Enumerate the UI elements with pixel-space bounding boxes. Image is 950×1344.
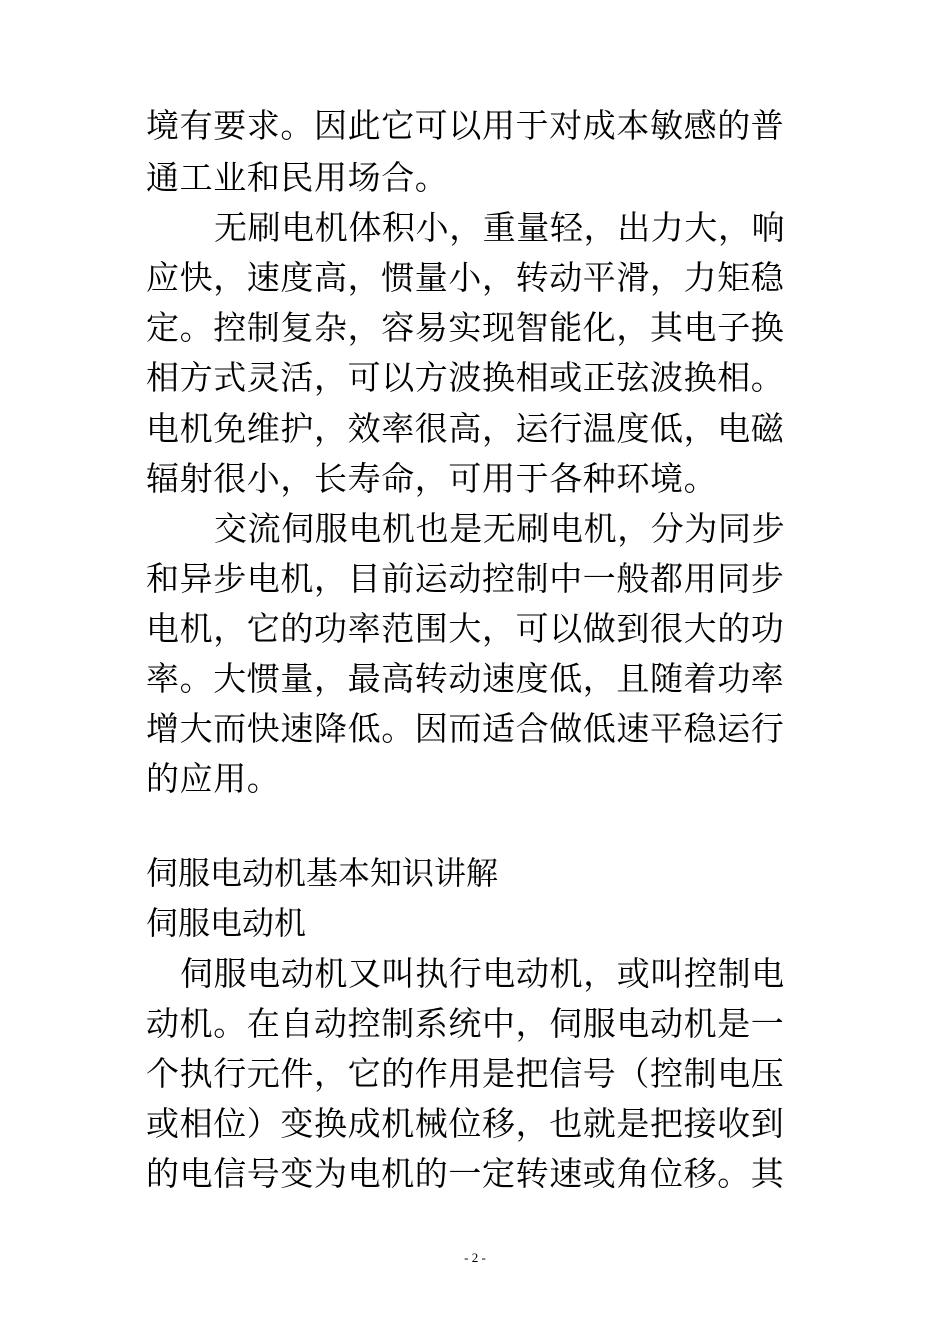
paragraph-4-line-1: 伺服电动机又叫执行电动机，或叫控制电 xyxy=(180,954,785,993)
paragraph-4-line-5: 的电信号变为电机的一定转速或角位移。其 xyxy=(146,1154,785,1193)
paragraph-3-line-2: 和异步电机，目前运动控制中一般都用同步 xyxy=(146,559,785,598)
paragraph-3-line-6: 的应用。 xyxy=(146,759,281,798)
paragraph-3-line-3: 电机，它的功率范围大，可以做到很大的功 xyxy=(146,609,785,648)
paragraph-2-line-1: 无刷电机体积小，重量轻，出力大，响 xyxy=(214,208,786,247)
paragraph-4-line-3: 个执行元件，它的作用是把信号（控制电压 xyxy=(146,1054,785,1093)
paragraph-2-line-6: 辐射很小，长寿命，可用于各种环境。 xyxy=(146,459,718,498)
paragraph-2-line-3: 定。控制复杂，容易实现智能化，其电子换 xyxy=(146,308,785,347)
paragraph-3-line-5: 增大而快速降低。因而适合做低速平稳运行 xyxy=(146,709,785,748)
paragraph-4-line-2: 动机。在自动控制系统中，伺服电动机是一 xyxy=(146,1004,785,1043)
paragraph-4-line-4: 或相位）变换成机械位移，也就是把接收到 xyxy=(146,1104,785,1143)
paragraph-3-line-1: 交流伺服电机也是无刷电机，分为同步 xyxy=(214,509,786,548)
paragraph-2-line-5: 电机免维护，效率很高，运行温度低，电磁 xyxy=(146,409,785,448)
paragraph-2-line-4: 相方式灵活，可以方波换相或正弦波换相。 xyxy=(146,358,785,397)
section-title: 伺服电动机基本知识讲解 xyxy=(146,854,499,892)
paragraph-1-line-2: 通工业和民用场合。 xyxy=(146,158,449,197)
subsection-title: 伺服电动机 xyxy=(146,904,307,942)
paragraph-3-line-4: 率。大惯量，最高转动速度低，且随着功率 xyxy=(146,659,785,698)
page-number: - 2 - xyxy=(464,1250,486,1265)
paragraph-2-line-2: 应快，速度高，惯量小，转动平滑，力矩稳 xyxy=(146,258,785,297)
paragraph-1-line-1: 境有要求。因此它可以用于对成本敏感的普 xyxy=(146,106,785,145)
